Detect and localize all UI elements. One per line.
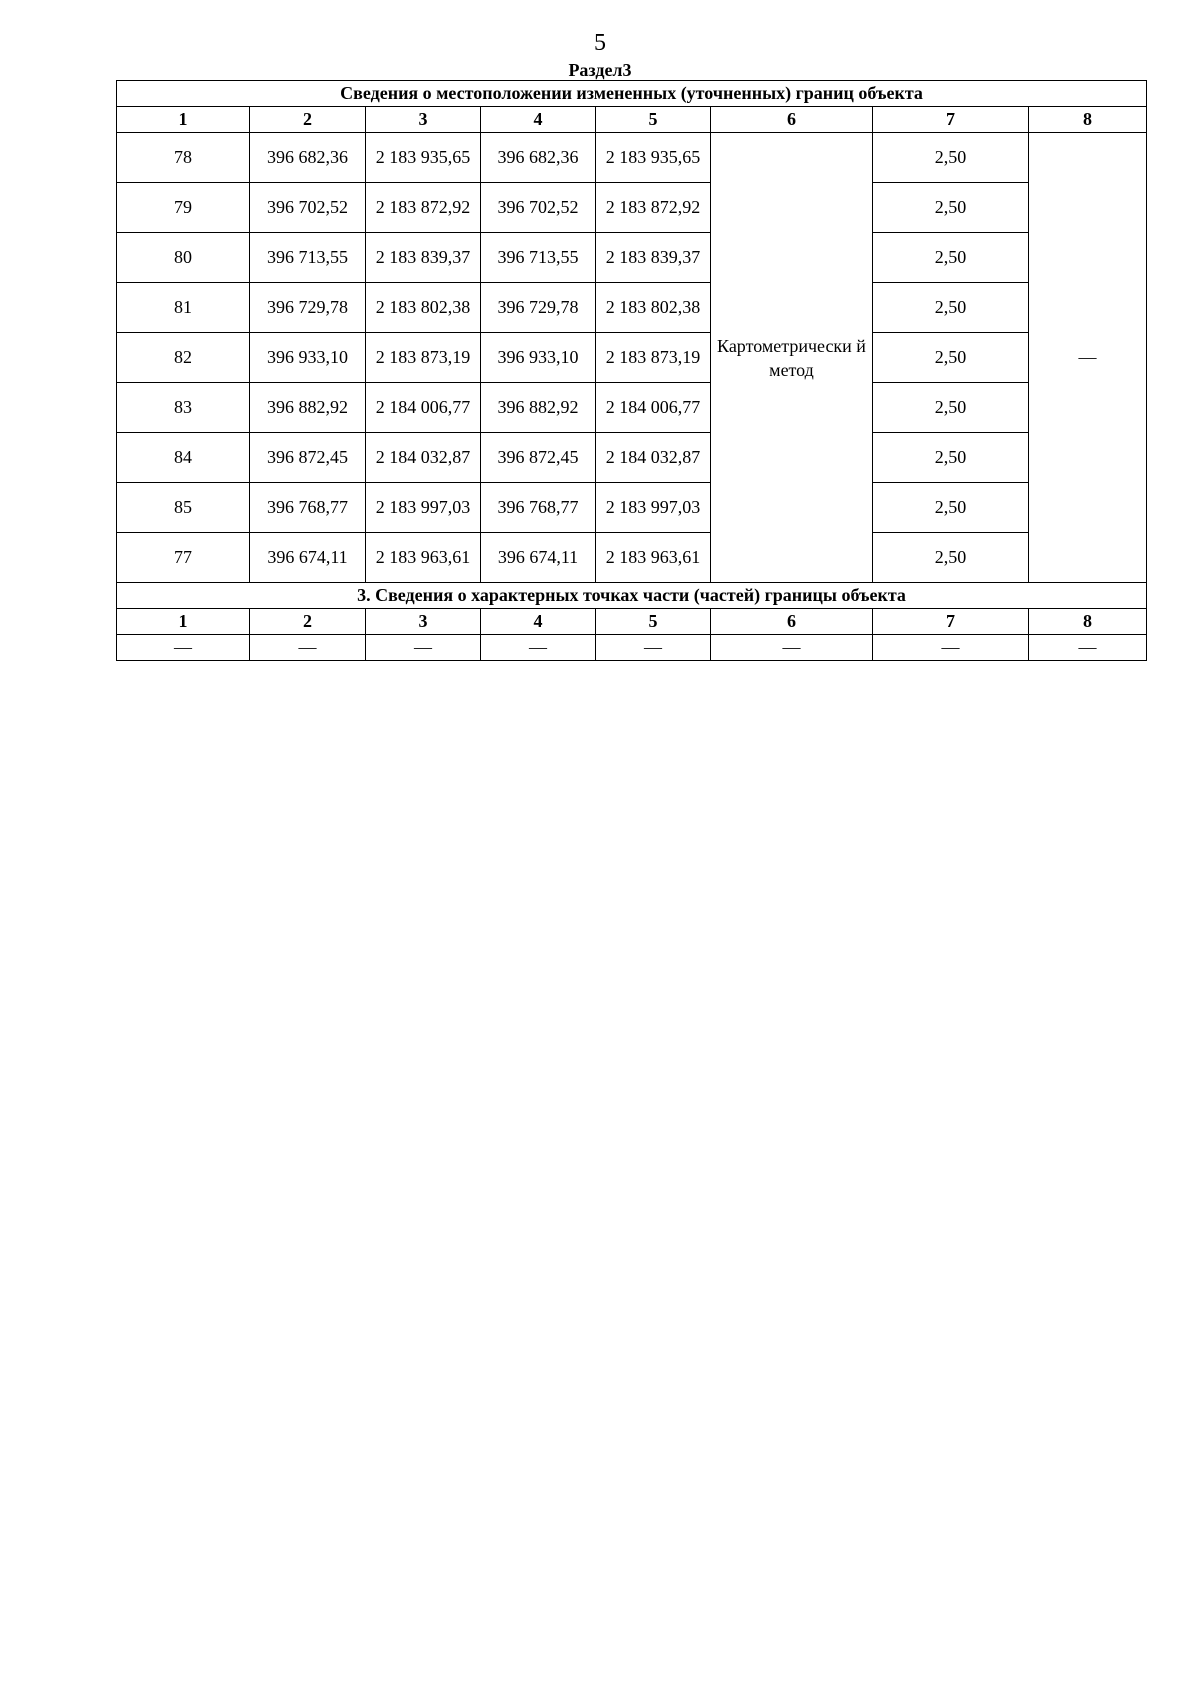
column-number: 1 bbox=[117, 107, 250, 133]
accuracy-cell: 2,50 bbox=[873, 283, 1029, 333]
table1-caption-row bbox=[117, 81, 1147, 107]
y-existing-cell: 2 183 872,92 bbox=[366, 183, 481, 233]
x-existing-cell: 396 682,36 bbox=[250, 133, 366, 183]
x-refined-cell: 396 729,78 bbox=[481, 283, 596, 333]
y-existing-cell: 2 183 963,61 bbox=[366, 533, 481, 583]
point-number-cell: 78 bbox=[117, 133, 250, 183]
table2-empty-row bbox=[117, 635, 1147, 661]
page-number: 5 bbox=[594, 30, 606, 56]
x-refined-cell: 396 933,10 bbox=[481, 333, 596, 383]
x-refined-cell: 396 682,36 bbox=[481, 133, 596, 183]
x-existing-cell: 396 872,45 bbox=[250, 433, 366, 483]
x-refined-cell: 396 768,77 bbox=[481, 483, 596, 533]
point-number-cell: 81 bbox=[117, 283, 250, 333]
table-row bbox=[117, 283, 1147, 333]
table-row bbox=[117, 133, 1147, 183]
column-number: 2 bbox=[250, 609, 366, 635]
empty-dash-cell: — bbox=[1029, 635, 1147, 661]
table-body bbox=[117, 81, 1147, 661]
table1-caption: Сведения о местоположении измененных (уточненных) границ объекта bbox=[117, 81, 1147, 107]
method-cell: Картометрически й метод bbox=[711, 133, 873, 583]
table-row bbox=[117, 533, 1147, 583]
column-number: 3 bbox=[366, 107, 481, 133]
x-refined-cell: 396 872,45 bbox=[481, 433, 596, 483]
column-number: 6 bbox=[711, 107, 873, 133]
accuracy-cell: 2,50 bbox=[873, 233, 1029, 283]
empty-dash-cell: — bbox=[481, 635, 596, 661]
x-refined-cell: 396 702,52 bbox=[481, 183, 596, 233]
table-row bbox=[117, 483, 1147, 533]
point-number-cell: 85 bbox=[117, 483, 250, 533]
y-refined-cell: 2 183 873,19 bbox=[596, 333, 711, 383]
y-refined-cell: 2 183 872,92 bbox=[596, 183, 711, 233]
column-number: 8 bbox=[1029, 107, 1147, 133]
x-existing-cell: 396 768,77 bbox=[250, 483, 366, 533]
accuracy-cell: 2,50 bbox=[873, 333, 1029, 383]
empty-dash-cell: — bbox=[117, 635, 250, 661]
column-number: 8 bbox=[1029, 609, 1147, 635]
point-number-cell: 79 bbox=[117, 183, 250, 233]
y-existing-cell: 2 183 997,03 bbox=[366, 483, 481, 533]
column-number: 6 bbox=[711, 609, 873, 635]
x-existing-cell: 396 702,52 bbox=[250, 183, 366, 233]
table-row bbox=[117, 333, 1147, 383]
point-number-cell: 83 bbox=[117, 383, 250, 433]
table2-column-numbers-row bbox=[117, 609, 1147, 635]
accuracy-cell: 2,50 bbox=[873, 383, 1029, 433]
accuracy-cell: 2,50 bbox=[873, 183, 1029, 233]
point-number-cell: 82 bbox=[117, 333, 250, 383]
empty-dash-cell: — bbox=[596, 635, 711, 661]
column-number: 7 bbox=[873, 107, 1029, 133]
y-existing-cell: 2 183 873,19 bbox=[366, 333, 481, 383]
y-refined-cell: 2 183 997,03 bbox=[596, 483, 711, 533]
empty-dash-cell: — bbox=[250, 635, 366, 661]
x-existing-cell: 396 933,10 bbox=[250, 333, 366, 383]
column-number: 7 bbox=[873, 609, 1029, 635]
column-number: 3 bbox=[366, 609, 481, 635]
accuracy-cell: 2,50 bbox=[873, 133, 1029, 183]
column-number: 4 bbox=[481, 107, 596, 133]
table2-caption-row bbox=[117, 583, 1147, 609]
x-refined-cell: 396 882,92 bbox=[481, 383, 596, 433]
x-existing-cell: 396 674,11 bbox=[250, 533, 366, 583]
point-number-cell: 84 bbox=[117, 433, 250, 483]
y-refined-cell: 2 184 032,87 bbox=[596, 433, 711, 483]
column-number: 5 bbox=[596, 107, 711, 133]
point-number-cell: 80 bbox=[117, 233, 250, 283]
table-row bbox=[117, 183, 1147, 233]
y-existing-cell: 2 183 839,37 bbox=[366, 233, 481, 283]
accuracy-cell: 2,50 bbox=[873, 433, 1029, 483]
y-existing-cell: 2 184 006,77 bbox=[366, 383, 481, 433]
y-refined-cell: 2 184 006,77 bbox=[596, 383, 711, 433]
section-title: Раздел3 bbox=[568, 60, 632, 80]
y-existing-cell: 2 183 935,65 bbox=[366, 133, 481, 183]
accuracy-cell: 2,50 bbox=[873, 533, 1029, 583]
table2-caption: 3. Сведения о характерных точках части (частей) границы объекта bbox=[117, 583, 1147, 609]
point-number-cell: 77 bbox=[117, 533, 250, 583]
empty-dash-cell: — bbox=[873, 635, 1029, 661]
column-number: 1 bbox=[117, 609, 250, 635]
x-refined-cell: 396 713,55 bbox=[481, 233, 596, 283]
column8-cell: — bbox=[1029, 133, 1147, 583]
table1-column-numbers-row bbox=[117, 107, 1147, 133]
y-existing-cell: 2 184 032,87 bbox=[366, 433, 481, 483]
empty-dash-cell: — bbox=[711, 635, 873, 661]
y-existing-cell: 2 183 802,38 bbox=[366, 283, 481, 333]
empty-dash-cell: — bbox=[366, 635, 481, 661]
x-existing-cell: 396 713,55 bbox=[250, 233, 366, 283]
table-row bbox=[117, 433, 1147, 483]
y-refined-cell: 2 183 839,37 bbox=[596, 233, 711, 283]
table-row bbox=[117, 383, 1147, 433]
column-number: 5 bbox=[596, 609, 711, 635]
boundary-table bbox=[116, 80, 1147, 661]
y-refined-cell: 2 183 935,65 bbox=[596, 133, 711, 183]
x-existing-cell: 396 729,78 bbox=[250, 283, 366, 333]
table-row bbox=[117, 233, 1147, 283]
column-number: 2 bbox=[250, 107, 366, 133]
x-refined-cell: 396 674,11 bbox=[481, 533, 596, 583]
accuracy-cell: 2,50 bbox=[873, 483, 1029, 533]
column-number: 4 bbox=[481, 609, 596, 635]
y-refined-cell: 2 183 963,61 bbox=[596, 533, 711, 583]
x-existing-cell: 396 882,92 bbox=[250, 383, 366, 433]
y-refined-cell: 2 183 802,38 bbox=[596, 283, 711, 333]
